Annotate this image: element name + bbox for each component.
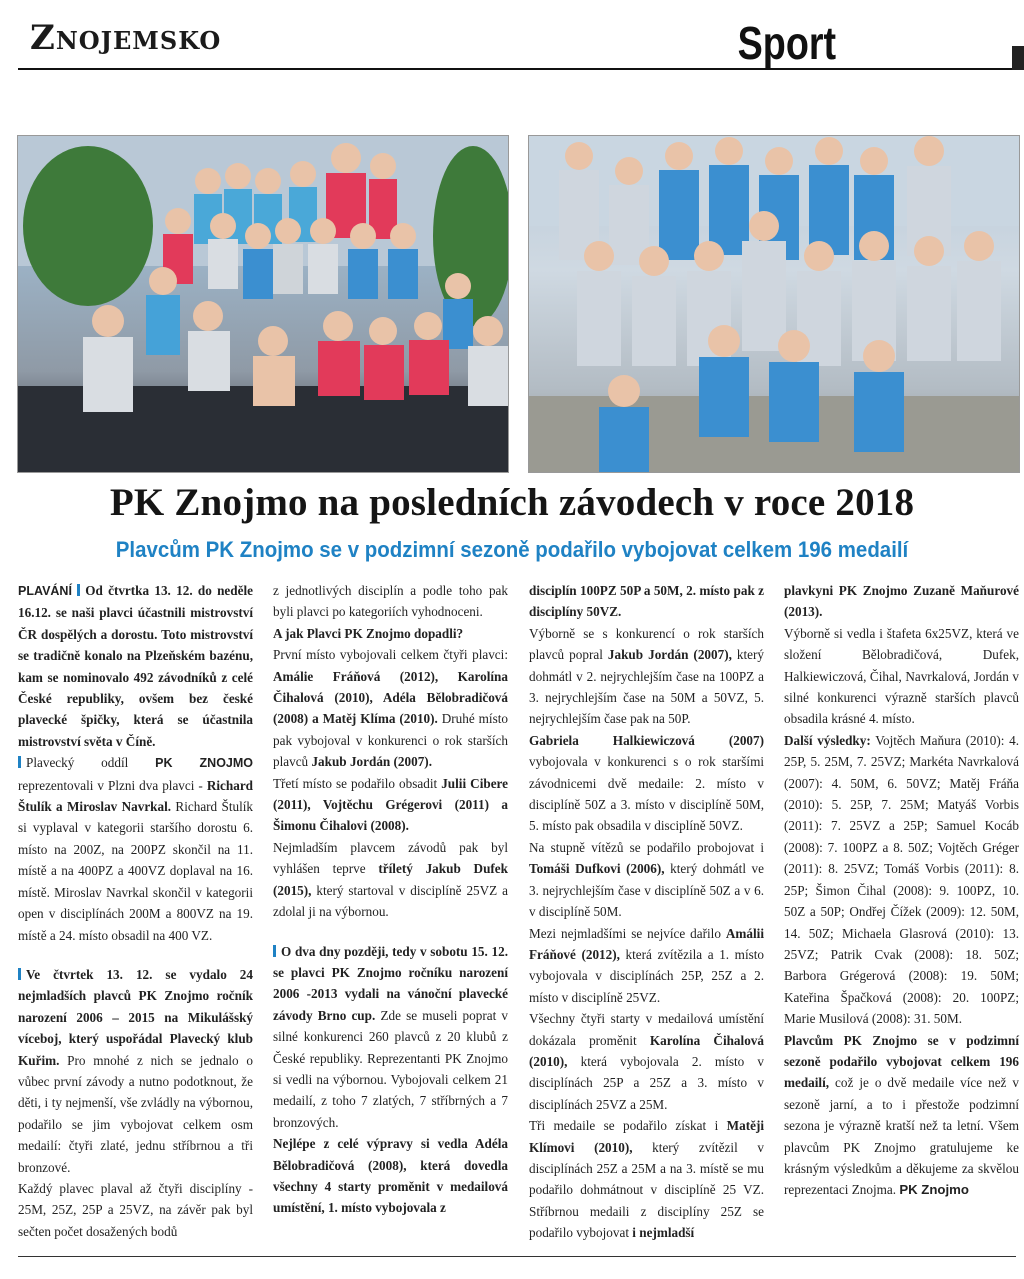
article-column-2 <box>273 580 508 1219</box>
paragraph-marker <box>77 584 80 596</box>
author-signature: PK Znojmo <box>899 1182 969 1198</box>
swimmer-names: Richard Štulík a Miroslav Navrkal. <box>18 777 253 815</box>
article-column-4 <box>784 580 1019 1201</box>
paragraph <box>529 623 764 730</box>
masthead <box>18 10 1016 70</box>
swimmer-names: Julii Cibere (2011), Vojtěchu Grégerovi (2011) a Šimonu Čihalovi (2008). <box>273 775 509 834</box>
spacer <box>273 923 508 941</box>
corner-mark <box>1012 46 1024 70</box>
paragraph: Každý plavec plaval až čtyři disciplíny - 25M, 25Z, 25P a 25VZ, na závěr pak byl sečten počet dosažených bodů <box>18 1180 253 1239</box>
swimmer-names: Gabriela Halkiewiczová (2007) <box>529 732 764 748</box>
paragraph-text: Třetí místo se podařilo obsadit <box>273 775 442 791</box>
paragraph-text: Mezi nejmladšími se nejvíce dařilo <box>529 925 726 941</box>
paragraph-text: Všechny čtyři starty v medailová umístění dokázala proměnit <box>529 1011 764 1048</box>
paragraph: z jednotlivých disciplín a podle toho pak byli plavci po kategoriích vyhodnoceni. <box>273 583 508 620</box>
paragraph-text: Ve čtvrtek 13. 12. se vydalo 24 nejmladších plavců PK Znojmo ročník narození 2006 – 2015 na Mikulášský víceboj, který uspořádal Plavecký klub Kuřim. <box>18 966 253 1068</box>
article-headline: PK Znojmo na posledních závodech v roce 2018 <box>109 481 915 524</box>
paragraph-text: který startoval v disciplíně 25VZ a zdolal ji na výbornou. <box>273 882 508 920</box>
paragraph <box>529 837 764 923</box>
paragraph-text: vybojovala v konkurenci s o rok staršími závodnicemi dvě medaile: 2. místo v disciplíně 50Z a 3. místo v disciplíně 50M, 5. místo pak obsadila v disciplíně 50VZ. <box>529 754 764 834</box>
swimmer-names: Matěji Klímovi (2010), <box>529 1118 764 1155</box>
paragraph-text: Plavecký oddíl <box>26 755 156 771</box>
subheading-question: A jak Plavci PK Znojmo dopadli? <box>273 625 464 641</box>
team-photo-right <box>528 135 1020 473</box>
paragraph <box>273 837 508 923</box>
paragraph <box>784 730 1019 1030</box>
swimmer-names: Amálie Fráňová (2012), Karolína Čihalová (2010), Adéla Bělobradičová (2008) a Matěj Klíma (2010). <box>273 668 508 727</box>
paragraph-text: což je o dvě medaile více než v sezoně jarní, a to i přestože podzimní sezona je výrazně kratší než ta letní. Všem plavcům PK Znojmo gratulujeme ke krásným výsledkům a děkujeme za skvělou reprezentaci Znojma. <box>784 1075 1019 1198</box>
paragraph-text: Zde se museli poprat v silné konkurenci 260 plavců z 20 klubů z České republiky. Reprezentanti PK Znojmo si vedli na výbornou. Vybojovali celkem 21 medailí, z toho 7 zlatých, 7 stříbrných a 7 bronzových. <box>273 1007 508 1130</box>
paragraph-text: Na stupně vítězů se podařilo probojovat i <box>529 839 764 855</box>
paragraph-text: Tři medaile se podařilo získat i <box>529 1118 727 1134</box>
brand-title: Znojemsko <box>30 18 222 58</box>
paragraph <box>18 752 253 946</box>
paragraph-marker <box>273 945 276 957</box>
swimmer-names: Karolína Čihalová (2010), <box>529 1032 764 1069</box>
article-column-3 <box>529 580 764 1244</box>
swimmer-names: tříletý Jakub Dufek (2015), <box>273 861 508 898</box>
paragraph-text: O dva dny později, tedy v sobotu 15. 12. se plavci PK Znojmo ročníku narození 2006 -2013 vydali na vánoční plavecké závody Brno cup. <box>273 943 508 1023</box>
paragraph-text: Druhé místo pak vybojoval v konkurenci o rok starších plavců <box>273 711 508 770</box>
paragraph-text: Vojtěch Maňura (2010): 4. 25P, 5. 25M, 7. 25VZ; Markéta Navrkalová (2007): 4. 50M, 6. 50VZ; Matěj Fráňa (2010): 5. 25P, 7. 25M; Matyáš Vorbis (2011): 7. 25VZ a 25P; Samuel Kocáb (2008): 7. 100PZ a 8. 50Z; Vojtěch Gréger (2011): 8. 25VZ; Tomáš Vorbis (2011): 8. 25P; Šimon Čihal (2008): 9. 100PZ, 10. 50Z a 50P; Ondřej Čížek (2009): 12. 50M, 14. 50Z; Michaela Glasrová (2010): 13. 25VZ; Patrik Cvak (2008): 18. 50Z; Barbora Grégerová (2008): 19. 50M; Kateřina Špačková (2008): 20. 100PZ; Marie Musilová (2008): 31. 50M. <box>784 732 1019 1027</box>
results-label: Další výsledky: <box>784 732 871 748</box>
team-photo-left-graphic <box>18 136 508 472</box>
section-kicker: PLAVÁNÍ <box>18 584 72 598</box>
paragraph-text: i nejmladší <box>632 1225 695 1241</box>
paragraph-marker <box>18 756 21 768</box>
paragraph-text: který dohmátl v 2. nejrychlejším čase na 100PZ a 3. nejrychlejším čase na 50M a 50VZ, 5. nejrychlejším čase pak na 50P. <box>529 647 765 727</box>
paragraph <box>529 1008 764 1115</box>
paragraph <box>784 1030 1019 1201</box>
bottom-rule <box>18 1256 1016 1257</box>
swimmer-names: Jakub Jordán (2007), <box>607 647 732 663</box>
team-photo-left <box>17 135 509 473</box>
paragraph-text: Richard Štulík si vyplaval v kategorii staršího dorostu 6. místo na 200Z, na 200PZ skončil na 11. místě a na 400PZ a 400VZ doplaval na 16. místě. Miroslav Navrkal skončil v kategorii open v disciplínách 200M a 800VZ na 19. místě a 24. místo obsadil na 400 VZ. <box>18 799 253 943</box>
paragraph-text: který zvítězil v disciplínách 25Z a 25M a na 3. místě se mu podařilo dohmátnout v disciplíně 25 VZ. Stříbrnou medaili z disciplíny 25Z se podařilo vybojovat <box>529 1139 764 1241</box>
paragraph <box>273 644 508 772</box>
paragraph-text: který dohmátl ve 3. nejrychlejším čase v disciplíně 50Z a v 6. v disciplíně 50M. <box>529 861 764 920</box>
team-photo-right-graphic <box>529 136 1019 472</box>
paragraph <box>529 1115 764 1243</box>
paragraph: disciplín 100PZ 50P a 50M, 2. místo pak z disciplíny 50VZ. <box>529 583 764 620</box>
paragraph-text: Plavcům PK Znojmo se v podzimní sezoně podařilo vybojovat celkem 196 medailí, <box>784 1032 1019 1091</box>
paragraph-text: která vybojovala 2. místo v disciplínách 25P a 25Z a 3. místo v disciplínách 25VZ a 25M. <box>529 1053 764 1112</box>
paragraph-text: První místo vybojovali celkem čtyři plavci: <box>273 647 508 663</box>
swimmer-names: Tomáši Dufkovi (2006), <box>529 861 665 877</box>
paragraph-text: Výborně se s konkurencí o rok starších plavců popral <box>529 625 764 663</box>
paragraph: Nejlépe z celé výpravy si vedla Adéla Bělobradičová (2008), která dovedla všechny 4 starty proměnit v medailová umístění, 1. místo vybojovala z <box>273 1136 508 1216</box>
paragraph-text: Pro mnohé z nich se jednalo o vůbec první závody a nutno podotknout, že děti, i ty nejmenší, vše zvládly na výbornou, podařilo se jim vybojovat celkem osm medailí: čtyři zlaté, jednu stříbrnou a tři bronzové. <box>18 1052 253 1175</box>
paragraph-text: Nejmladším plavcem závodů pak byl vyhlášen teprve <box>273 839 508 877</box>
swimmer-names: Amálii Fráňové (2012), <box>529 925 764 962</box>
article-subheadline: Plavcům PK Znojmo se v podzimní sezoně podařilo vybojovat celkem 196 medailí <box>115 537 909 562</box>
spacer <box>18 946 253 964</box>
paragraph <box>529 730 764 837</box>
paragraph <box>273 773 508 837</box>
article-column-1 <box>18 580 253 1242</box>
paragraph: Výborně si vedla i štafeta 6x25VZ, která ve složení Bělobradičová, Dufek, Halkiewiczová, Čihal, Navrkalová, Jordán v silné konkurenci výrazně starších plavců obsadila krásné 4. místo. <box>784 625 1019 727</box>
paragraph-marker <box>18 968 21 980</box>
paragraph <box>529 923 764 1009</box>
club-name: PK ZNOJMO <box>155 756 253 771</box>
paragraph: plavkyni PK Znojmo Zuzaně Maňurové (2013). <box>784 583 1019 620</box>
paragraph <box>273 941 508 1134</box>
paragraph <box>18 964 253 1178</box>
swimmer-names: Jakub Jordán (2007). <box>311 754 432 770</box>
paragraph <box>18 580 253 752</box>
paragraph-text: reprezentovali v Plzni dva plavci - <box>18 777 207 793</box>
paragraph-text: která zvítězila a 1. místo vybojovala v disciplínách 25P, 25Z a 2. místo v disciplíně 25VZ. <box>529 946 764 1005</box>
paragraph-text: Od čtvrtka 13. 12. do neděle 16.12. se naši plavci účastnili mistrovství ČR dospělých a dorostu. Toto mistrovství se tradičně konalo na Plzeňském bazénu, kam se nominovalo 492 závodníků z celé České republiky, ovšem bez české plavecké špičky, která se účastnila mistrovství světa v Číně. <box>18 583 253 749</box>
section-title: Sport <box>737 17 836 69</box>
